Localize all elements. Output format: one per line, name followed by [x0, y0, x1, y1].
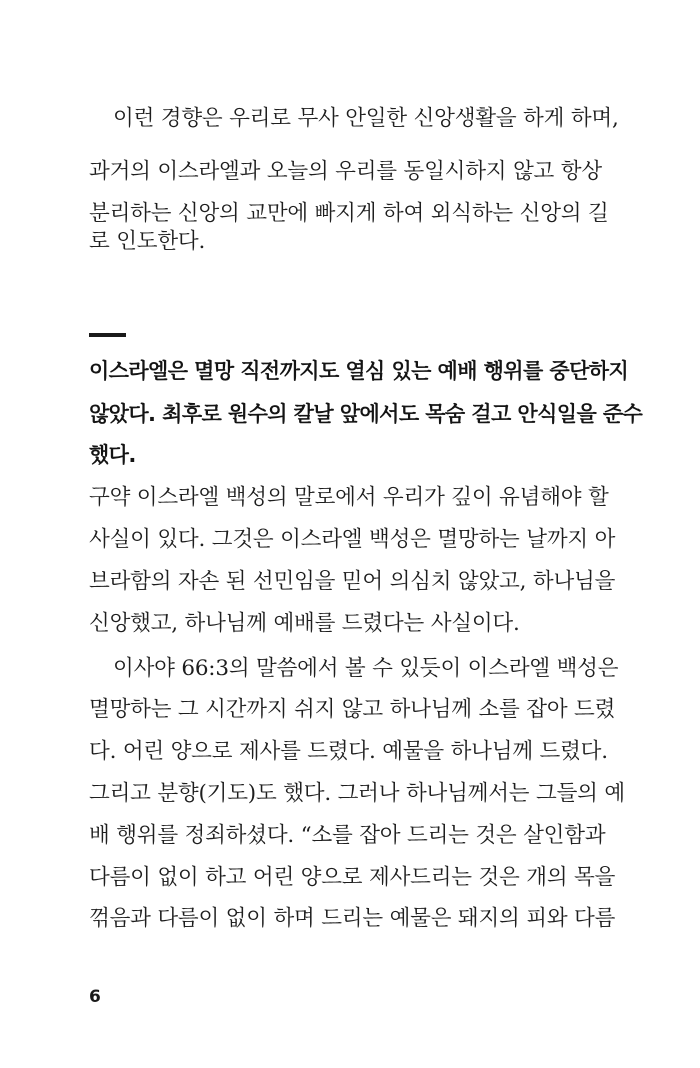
intro-line-2: 과거의 이스라엘과 오늘의 우리를 동일시하지 않고 항상 — [89, 159, 602, 184]
intro-line-1: 이런 경향은 우리로 무사 안일한 신앙생활을 하게 하며, — [113, 106, 619, 131]
body2-line-5: 배 행위를 정죄하셨다. “소를 잡아 드리는 것은 살인함과 — [89, 823, 606, 848]
page-number: 6 — [89, 987, 101, 1007]
section-heading-line-2: 않았다. 최후로 원수의 칼날 앞에서도 목숨 걸고 안식일을 준수 — [89, 402, 643, 426]
body1-line-2: 사실이 있다. 그것은 이스라엘 백성은 멸망하는 날까지 아 — [89, 527, 616, 552]
body2-line-3: 다. 어린 양으로 제사를 드렸다. 예물을 하나님께 드렸다. — [89, 739, 608, 764]
body2-line-4: 그리고 분향(기도)도 했다. 그러나 하나님께서는 그들의 예 — [89, 781, 625, 806]
body1-line-1: 구약 이스라엘 백성의 말로에서 우리가 깊이 유념해야 할 — [89, 485, 609, 510]
section-heading-line-3: 했다. — [89, 443, 136, 467]
intro-line-4: 로 인도한다. — [89, 229, 206, 254]
body1-line-4: 신앙했고, 하나님께 예배를 드렸다는 사실이다. — [89, 611, 520, 636]
body2-line-6: 다름이 없이 하고 어린 양으로 제사드리는 것은 개의 목을 — [89, 865, 616, 890]
intro-line-3: 분리하는 신앙의 교만에 빠지게 하여 외식하는 신앙의 길 — [89, 201, 609, 226]
body2-line-1: 이사야 66:3의 말씀에서 볼 수 있듯이 이스라엘 백성은 — [113, 656, 619, 681]
body2-line-2: 멸망하는 그 시간까지 쉬지 않고 하나님께 소를 잡아 드렸 — [89, 697, 616, 722]
section-heading-line-1: 이스라엘은 멸망 직전까지도 열심 있는 예배 행위를 중단하지 — [89, 359, 629, 383]
section-divider-rule — [89, 333, 126, 337]
body1-line-3: 브라함의 자손 된 선민임을 믿어 의심치 않았고, 하나님을 — [89, 569, 616, 594]
body2-line-7: 꺾음과 다름이 없이 하며 드리는 예물은 돼지의 피와 다름 — [89, 906, 616, 931]
